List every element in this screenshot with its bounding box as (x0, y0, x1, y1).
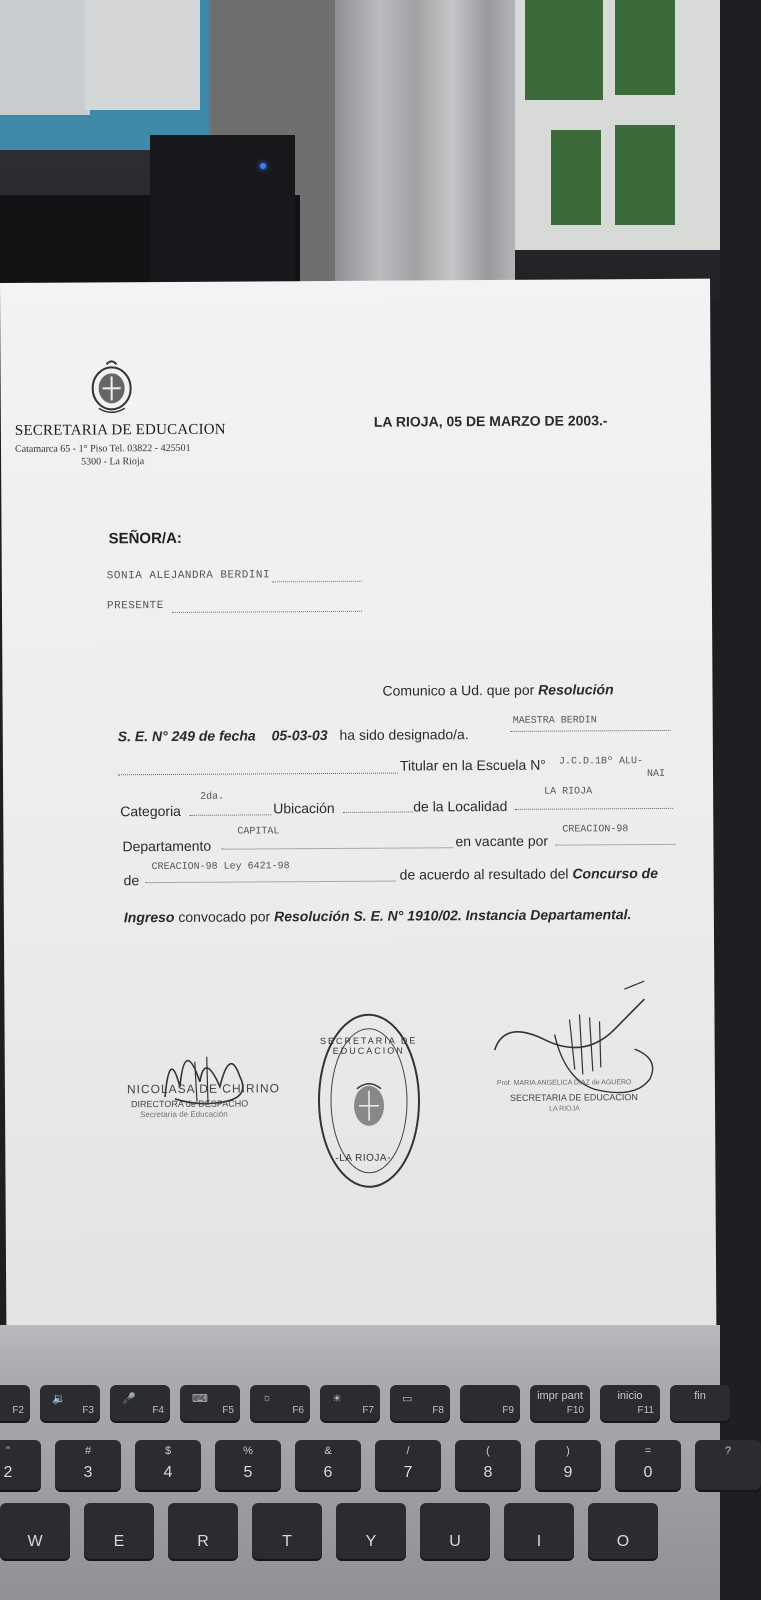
left-signatory-name: NICOLASA DE CHIRINO (126, 1081, 280, 1097)
number-key[interactable] (375, 1440, 441, 1490)
curtain (335, 0, 515, 285)
function-key[interactable] (250, 1385, 310, 1421)
key-label: 5 (243, 1464, 253, 1481)
letter-key[interactable] (168, 1503, 238, 1559)
key-label: 7 (403, 1464, 413, 1481)
salutation: SEÑOR/A: (108, 529, 182, 548)
function-key[interactable] (320, 1385, 380, 1421)
key-fn-label: F11 (637, 1405, 654, 1416)
function-key[interactable] (40, 1385, 100, 1421)
provincial-emblem-icon (88, 358, 134, 414)
fill-categoria: 2da. (200, 791, 225, 803)
presente-label: PRESENTE (106, 600, 164, 613)
fill-escuela-cont: NAI (646, 768, 666, 781)
key-shift-label: ? (724, 1445, 732, 1457)
dotted-line (272, 581, 362, 583)
key-label: 8 (483, 1464, 493, 1481)
function-key[interactable] (390, 1385, 450, 1421)
resolution-word: Resolución (538, 681, 614, 698)
right-signatory-sub: LA RIOJA (549, 1105, 580, 1113)
body-text: convocado por (178, 908, 271, 925)
function-key[interactable] (600, 1385, 660, 1421)
key-label: I (536, 1533, 542, 1550)
laptop-keyboard (0, 1325, 732, 1600)
body-text: de acuerdo al resultado del (399, 865, 569, 883)
key-fn-label: F8 (432, 1405, 444, 1416)
function-key[interactable] (670, 1385, 730, 1421)
key-fn-label: F9 (502, 1405, 514, 1416)
key-fn-label: F4 (152, 1405, 164, 1416)
letter-key[interactable] (504, 1503, 574, 1559)
number-key[interactable] (615, 1440, 681, 1490)
letter-key[interactable] (252, 1503, 322, 1559)
fill-cargo: MAESTRA BERDIN (512, 715, 597, 727)
key-label: T (282, 1533, 292, 1550)
key-alt-label: impr pant (537, 1390, 583, 1402)
key-shift-label: ( (486, 1445, 490, 1457)
right-signatory-title: SECRETARIA DE EDUCACION (509, 1092, 638, 1103)
left-signatory-sub: Secretaría de Educación (140, 1109, 228, 1120)
resolution-date: 05-03-03 (271, 727, 328, 744)
ingreso-word: Ingreso (123, 908, 175, 926)
key-fn-label: F5 (222, 1405, 234, 1416)
key-shift-label: ) (566, 1445, 570, 1457)
number-key[interactable] (0, 1440, 41, 1490)
key-shift-label: & (324, 1445, 332, 1457)
function-key[interactable] (530, 1385, 590, 1421)
key-label: 0 (643, 1464, 653, 1481)
fill-localidad: LA RIOJA (544, 786, 593, 798)
body-line1 (382, 681, 613, 698)
ubicacion-label: Ubicación (273, 799, 335, 817)
key-shift-label: # (84, 1445, 92, 1457)
fill-escuela: J.C.D.1Bº ALU- (558, 756, 643, 768)
bulletin-board (0, 0, 215, 150)
de-label: de (123, 872, 140, 889)
function-key-row (0, 1385, 720, 1445)
number-key[interactable] (55, 1440, 121, 1490)
date-line: LA RIOJA, 05 DE MARZO DE 2003.- (373, 412, 608, 430)
fill-vacante: CREACION-98 (562, 824, 629, 836)
key-label: R (197, 1533, 209, 1550)
letter-key-row (0, 1503, 720, 1563)
dotted-line (189, 814, 271, 816)
letter-key[interactable] (420, 1503, 490, 1559)
key-alt-label: inicio (617, 1390, 643, 1402)
key-label: U (449, 1533, 461, 1550)
dotted-line (221, 847, 453, 849)
key-fn-label: F7 (362, 1405, 374, 1416)
left-signatory-title: DIRECTORA de DESPACHO (130, 1098, 249, 1110)
seal-text: SECRETARIA DE EDUCACION (319, 1035, 418, 1056)
dotted-line (511, 730, 671, 732)
resolution-number: S. E. N° 249 de fecha (117, 727, 256, 745)
letter-key[interactable] (336, 1503, 406, 1559)
category-label: Categoria (120, 802, 181, 820)
key-label: W (27, 1533, 43, 1550)
body-line6 (400, 865, 658, 883)
background-room (0, 0, 720, 300)
letter-key[interactable] (588, 1503, 658, 1559)
seal-city: -LA RIOJA- (335, 1152, 391, 1164)
function-key[interactable] (0, 1385, 30, 1421)
key-alt-label: fin (694, 1390, 706, 1402)
key-shift-label: / (406, 1445, 410, 1457)
dotted-line (555, 844, 675, 846)
fill-departamento: CAPITAL (237, 826, 280, 838)
window (515, 0, 720, 250)
key-shift-label: % (243, 1445, 253, 1457)
body-text: Titular en la Escuela N° (399, 756, 546, 774)
key-label: 3 (83, 1464, 93, 1481)
localidad-label: de la Localidad (413, 797, 508, 815)
concurso-word: Concurso de (572, 864, 659, 882)
key-fn-label: F3 (82, 1405, 94, 1416)
number-key[interactable] (135, 1440, 201, 1490)
vacante-label: en vacante por (455, 832, 549, 850)
number-key[interactable] (535, 1440, 601, 1490)
departamento-label: Departamento (122, 837, 212, 855)
dotted-line (118, 773, 398, 776)
body-text: ha sido designado/a. (339, 726, 469, 743)
org-city: 5300 - La Rioja (81, 456, 145, 468)
fill-de: CREACION-98 Ley 6421-98 (151, 861, 290, 874)
brightness-up-icon: ☀ (332, 1393, 342, 1405)
function-key[interactable] (180, 1385, 240, 1421)
computer-tower (150, 135, 295, 290)
dotted-line (146, 881, 396, 884)
function-key[interactable] (460, 1385, 520, 1421)
key-label: Y (365, 1533, 377, 1550)
recipient-name: SONIA ALEJANDRA BERDINI (106, 569, 271, 583)
key-fn-label: F10 (566, 1405, 584, 1416)
key-shift-label: " (6, 1445, 10, 1457)
number-key[interactable] (455, 1440, 521, 1490)
resolution-final: Resolución S. E. N° 1910/02. Instancia Departamental. (274, 906, 632, 925)
number-key[interactable] (695, 1440, 761, 1490)
key-fn-label: F6 (292, 1405, 304, 1416)
org-name: SECRETARIA DE EDUCACION (14, 421, 226, 439)
key-label: 9 (563, 1464, 573, 1481)
dotted-line (172, 611, 362, 613)
display-icon: ▭ (402, 1393, 413, 1405)
power-led-icon (260, 163, 266, 169)
body-line2 (118, 726, 469, 744)
dotted-line (515, 808, 673, 810)
right-signatory-name: Prof. MARIA ANGELICA DIAZ de AGUERO (496, 1079, 632, 1087)
document-sheet (0, 279, 717, 1375)
number-key-row (0, 1440, 732, 1500)
key-label: 2 (3, 1464, 13, 1481)
handwritten-signature (484, 979, 675, 1150)
key-label: E (113, 1533, 125, 1550)
key-label: O (616, 1533, 630, 1550)
pinned-paper (85, 0, 200, 110)
number-key[interactable] (295, 1440, 361, 1490)
key-shift-label: = (644, 1445, 652, 1457)
key-label: 4 (163, 1464, 173, 1481)
brightness-down-icon: ☼ (262, 1392, 273, 1404)
function-key[interactable] (110, 1385, 170, 1421)
pinned-paper (0, 0, 90, 115)
key-label: 6 (323, 1464, 333, 1481)
number-key[interactable] (215, 1440, 281, 1490)
body-text: Comunico a Ud. que por (382, 681, 535, 699)
key-fn-label: F2 (12, 1405, 24, 1416)
letter-key[interactable] (84, 1503, 154, 1559)
key-shift-label: $ (164, 1445, 172, 1457)
mic-off-icon: 🎤 (122, 1393, 136, 1405)
backlight-icon: ⌨ (192, 1393, 208, 1405)
speaker-icon: 🔉 (52, 1393, 66, 1405)
dotted-line (343, 811, 413, 812)
org-address: Catamarca 65 - 1° Piso Tel. 03822 - 425501 (14, 442, 191, 455)
body-line7 (124, 906, 632, 925)
letter-key[interactable] (0, 1503, 70, 1559)
